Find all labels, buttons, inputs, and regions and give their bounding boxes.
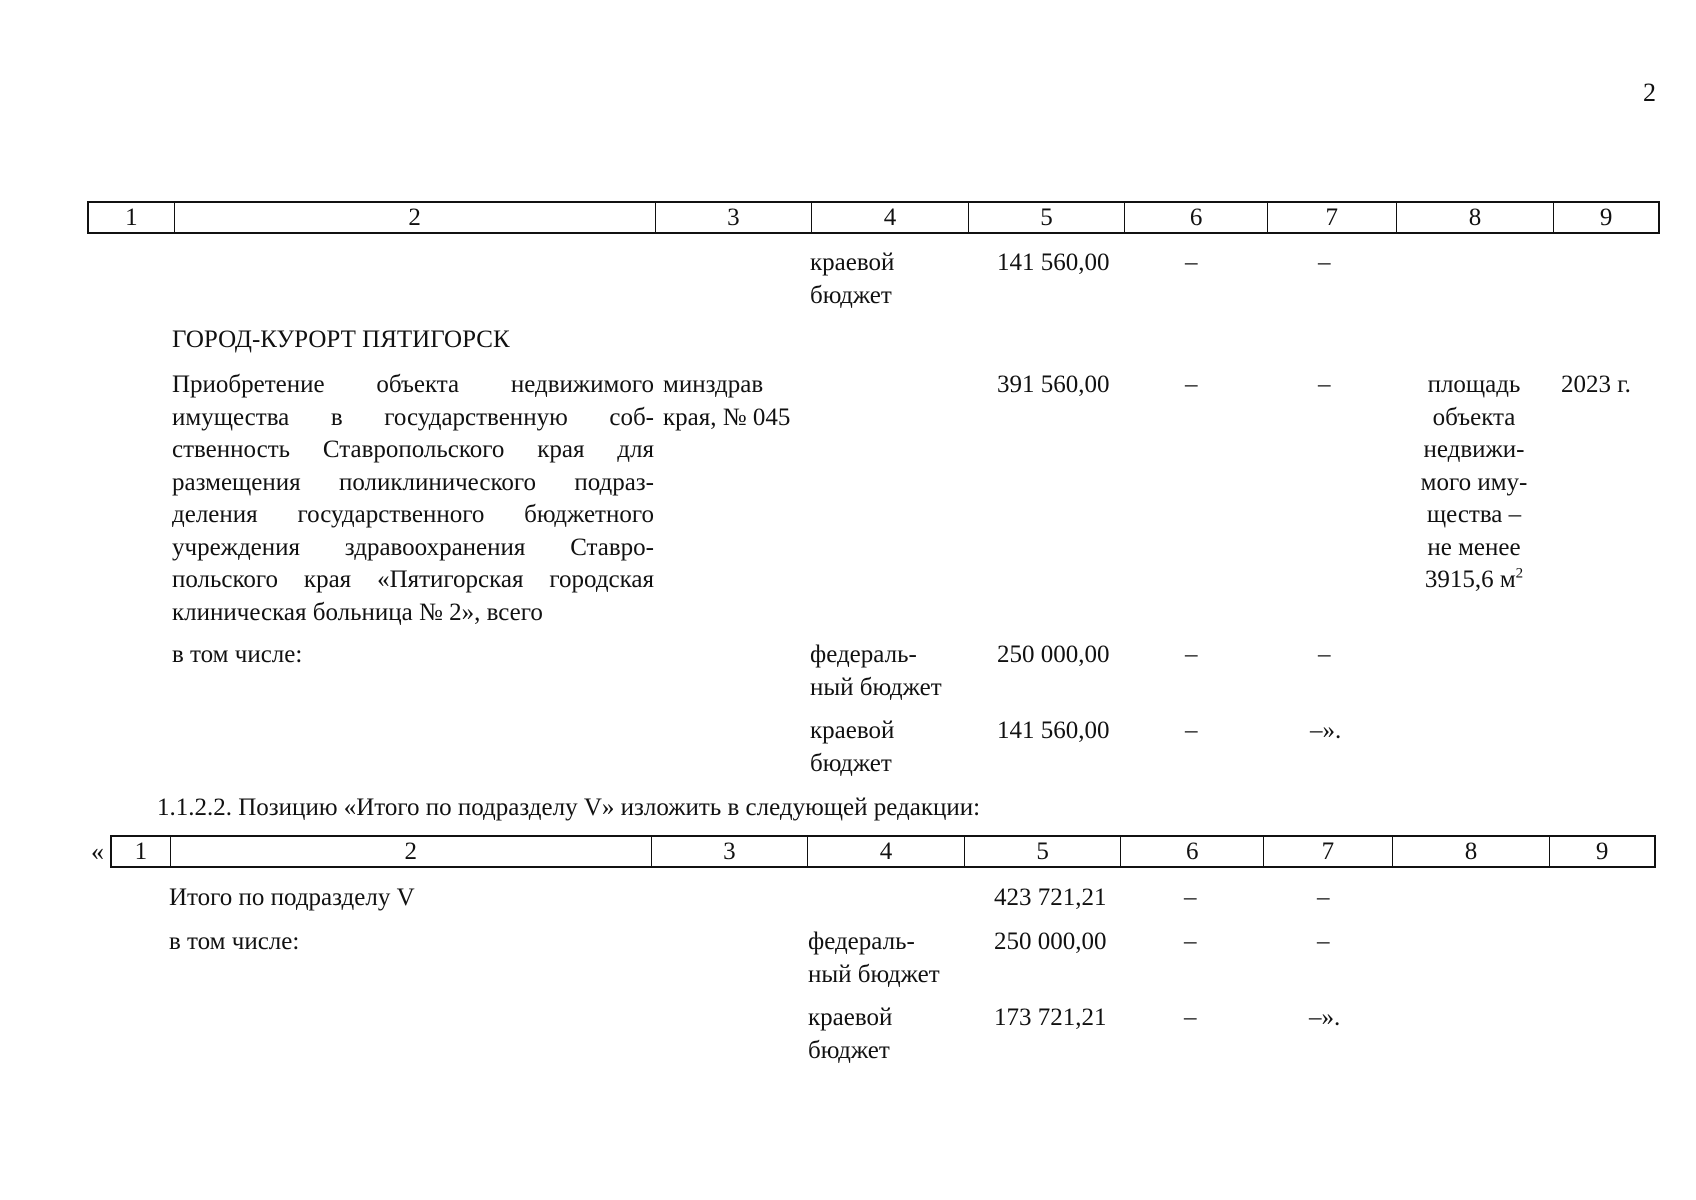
- table1-regional-source: краевой бюджет: [810, 717, 895, 777]
- table1-including-label: в том числе:: [172, 641, 303, 668]
- main-col7: –: [1318, 371, 1331, 398]
- table2-header-col-7: 7: [1264, 837, 1393, 866]
- table1-top-source: краевой бюджет: [810, 249, 895, 309]
- table2-header-col-4: 4: [808, 837, 965, 866]
- table1-federal-col7: –: [1318, 641, 1331, 668]
- page-number: 2: [1643, 78, 1656, 107]
- main-col6: –: [1185, 371, 1198, 398]
- table1-header-col-2: 2: [175, 203, 656, 232]
- table2-header-col-8: 8: [1393, 837, 1551, 866]
- subsection-total-col6: –: [1184, 884, 1197, 911]
- table1-top-col7: –: [1318, 249, 1331, 276]
- completion-year: 2023 г.: [1561, 371, 1631, 398]
- table2-header-col-6: 6: [1121, 837, 1264, 866]
- table1-header-row: [87, 201, 1660, 234]
- table1-header-col-7: 7: [1268, 203, 1397, 232]
- table2-header-col-3: 3: [652, 837, 809, 866]
- table1-header-col-1: 1: [89, 203, 175, 232]
- table2-regional-col7: –».: [1309, 1004, 1341, 1031]
- table2-header-row: [110, 835, 1656, 868]
- table2-federal-col7: –: [1317, 928, 1330, 955]
- table1-header-col-5: 5: [969, 203, 1126, 232]
- table2-regional-source: краевой бюджет: [808, 1004, 893, 1064]
- area-unit-superscript: 2: [1515, 565, 1524, 582]
- table2-header-col-2: 2: [171, 837, 652, 866]
- table1-regional-col7: –».: [1310, 717, 1342, 744]
- subsection-total-col7: –: [1317, 884, 1330, 911]
- table2-header-col-5: 5: [965, 837, 1122, 866]
- subsection-total-label: Итого по подразделу V: [169, 884, 415, 911]
- table1-header-col-8: 8: [1397, 203, 1555, 232]
- table2-header-col-1: 1: [112, 837, 171, 866]
- table2-federal-col6: –: [1184, 928, 1197, 955]
- table2-regional-col6: –: [1184, 1004, 1197, 1031]
- table1-top-amount: 141 560,00: [997, 249, 1110, 276]
- table2-federal-amount: 250 000,00: [994, 928, 1107, 955]
- instruction-text: 1.1.2.2. Позицию «Итого по подразделу V» изложить в следующей редакции:: [157, 794, 981, 821]
- table1-regional-amount: 141 560,00: [997, 717, 1110, 744]
- table1-header-col-3: 3: [656, 203, 813, 232]
- subsection-total-amount: 423 721,21: [994, 884, 1107, 911]
- table1-header-col-9: 9: [1599, 204, 1613, 231]
- table2-federal-source: федераль- ный бюджет: [808, 928, 940, 988]
- opening-quote: «: [91, 837, 104, 866]
- section-title: ГОРОД-КУРОРТ ПЯТИГОРСК: [172, 326, 510, 353]
- area-indicator: площадь объекта недвижи- мого иму- щества – не менее 3915,6 $м^2$: [1420, 371, 1528, 593]
- table1-header-col-4: 4: [812, 203, 969, 232]
- table1-regional-col6: –: [1185, 717, 1198, 744]
- table1-federal-source: федераль- ный бюджет: [810, 641, 942, 701]
- table1-federal-col6: –: [1185, 641, 1198, 668]
- table1-header-col-6: 6: [1125, 203, 1268, 232]
- table1-top-col6: –: [1185, 249, 1198, 276]
- table2-including-label: в том числе:: [169, 928, 300, 955]
- table1-federal-amount: 250 000,00: [997, 641, 1110, 668]
- agency-code: минздрав края, № 045: [663, 371, 791, 431]
- main-amount: 391 560,00: [997, 371, 1110, 398]
- table2-regional-amount: 173 721,21: [994, 1004, 1107, 1031]
- table2-header-col-9: 9: [1595, 838, 1609, 865]
- acquisition-description: Приобретение объекта недвижимого имущества в государственную соб- ственность Ставропольского края для размещения поликлинического подраз- деления государственного бюджетного учреждения здравоохранения Ставро- польского края «Пятигорская городская клиническая больница № 2», всего: [172, 371, 654, 626]
